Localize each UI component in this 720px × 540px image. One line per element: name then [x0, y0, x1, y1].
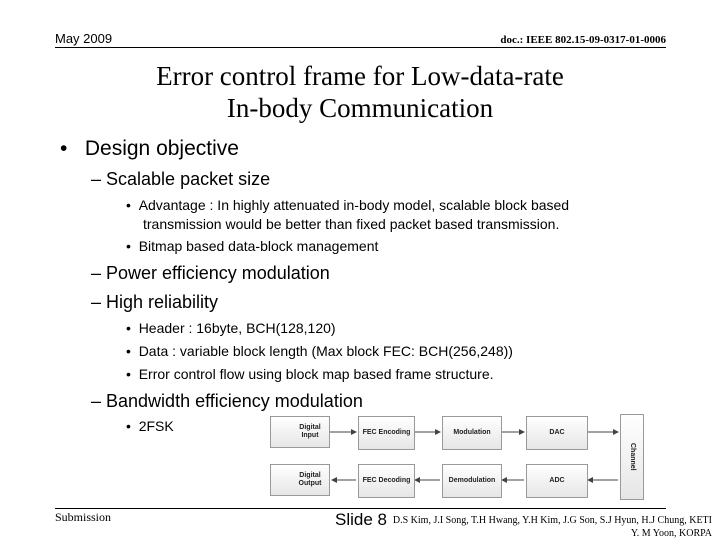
bullet-bandwidth-text: Bandwidth efficiency modulation	[106, 391, 363, 411]
bullet-advantage: • Advantage : In highly attenuated in-body model, scalable block based transmission would be better than fixed packet based transmission.	[126, 197, 570, 232]
bullet-bandwidth: – Bandwidth efficiency modulation	[91, 391, 363, 411]
title-line-2: In-body Communication	[226, 93, 494, 123]
bullet-header: • Header : 16byte, BCH(128,120)	[126, 320, 336, 336]
bullet-power-text: Power efficiency modulation	[106, 263, 330, 283]
bullet-reliability: – High reliability	[91, 292, 219, 312]
footer-authors-line-2: Y. M Yoon, KORPA	[630, 528, 712, 539]
bullet-design-objective: • Design objective	[60, 137, 239, 160]
box-channel	[620, 414, 644, 500]
box-dac: DAC	[526, 416, 588, 450]
box-fec-encoding: FEC Encoding	[358, 416, 415, 450]
box-demodulation: Demodulation	[442, 464, 502, 498]
footer-authors	[393, 514, 712, 540]
slide-title	[0, 60, 720, 124]
bullet-fsk: • 2FSK	[126, 418, 174, 434]
header-rule	[55, 47, 666, 48]
bullet-design-objective-text: Design objective	[84, 137, 239, 160]
bullet-reliability-text: High reliability	[106, 292, 219, 312]
box-fec-decoding: FEC Decoding	[358, 464, 415, 498]
bullet-power: – Power efficiency modulation	[91, 263, 330, 283]
bullet-advantage-text: Advantage : In highly attenuated in-body model, scalable block based transmission would be better than fixed packet based transmission.	[138, 197, 570, 232]
header-doc-id: doc.: IEEE 802.15-09-0317-01-0006	[500, 34, 666, 46]
box-adc: ADC	[526, 464, 588, 498]
title-line-1: Error control frame for Low-data-rate	[156, 61, 564, 91]
bullet-bitmap: • Bitmap based data-block management	[126, 238, 379, 254]
box-digital-input: Digital Input	[270, 416, 330, 448]
channel-label: Channel	[629, 443, 636, 471]
bullet-flow-text: Error control flow using block map based frame structure.	[138, 366, 494, 382]
bullet-flow: • Error control flow using block map based frame structure.	[126, 366, 494, 382]
bullet-header-text: Header : 16byte, BCH(128,120)	[138, 320, 336, 336]
bullet-bitmap-text: Bitmap based data-block management	[138, 238, 379, 254]
header-date: May 2009	[55, 31, 113, 46]
footer-rule	[55, 508, 666, 509]
footer-submission: Submission	[55, 510, 112, 524]
footer-authors-line-1: D.S Kim, J.I Song, T.H Hwang, Y.H Kim, J.G Son, S.J Hyun, H.J Chung, KETI	[392, 515, 712, 526]
bullet-scalable: – Scalable packet size	[91, 169, 271, 189]
slide-number: Slide 8	[335, 510, 387, 529]
box-modulation: Modulation	[442, 416, 502, 450]
bullet-data-text: Data : variable block length (Max block FEC: BCH(256,248))	[138, 343, 513, 359]
bullet-data: • Data : variable block length (Max block FEC: BCH(256,248))	[126, 343, 513, 359]
box-digital-output: Digital Output	[270, 464, 330, 496]
bullet-fsk-text: 2FSK	[138, 418, 174, 434]
bullet-scalable-text: Scalable packet size	[106, 169, 271, 189]
